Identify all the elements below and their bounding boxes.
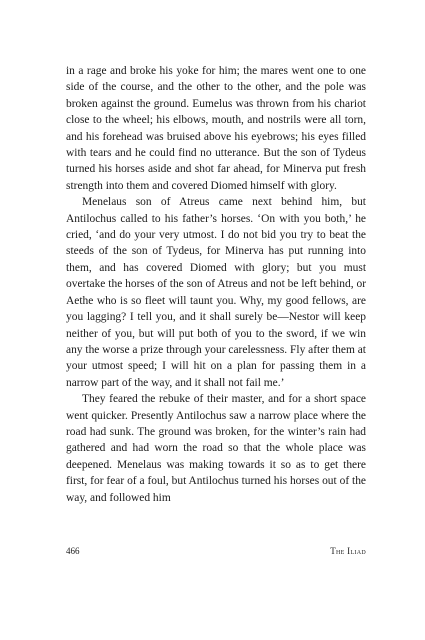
paragraph-continued: in a rage and broke his yoke for him; the mares went one to one side of the course, and the other to the other, and the pole was broken against the ground. Eumelus was thrown from his chariot close to the wheel; his elbows, mouth, and nostrils were all torn, and his forehead was bruised above his eyebrows; his eyes filled with tears and he could find no utterance. But the son of Tydeus turned his horses aside and shot far ahead, for Minerva put fresh strength into them and covered Diomed himself with glory.	[66, 65, 366, 192]
body-text	[66, 63, 366, 506]
running-title: The Iliad	[330, 546, 366, 556]
page-footer	[66, 546, 366, 560]
page-number: 466	[66, 546, 80, 556]
paragraph-menelaus: Menelaus son of Atreus came next behind him, but Antilochus called to his father’s horses. ‘On with you both,’ he cried, ‘and do your very utmost. I do not bid you try to beat the steeds of the son of Tydeus, for Minerva has put running into them, and has covered Diomed with glory; but you must overtake the horses of the son of Atreus and not be left behind, or Aethe who is so fleet will taunt you. Why, my good fellows, are you lagging? I tell you, and it shall surely be—Nestor will keep neither of you, but will put both of you to the sword, if we win any the worse a prize through your carelessness. Fly after them at your utmost speed; I will hit on a plan for passing them in a narrow part of the way, and it shall not fail me.’	[66, 196, 366, 389]
paragraph-rebuke: They feared the rebuke of their master, and for a short space went quicker. Presently Antilochus saw a narrow place where the road had sunk. The ground was broken, for the winter’s rain had gathered and had worn the road so that the whole place was deepened. Menelaus was making towards it so as to get there first, for fear of a foul, but Antilochus turned his horses out of the way, and followed him	[66, 393, 366, 504]
